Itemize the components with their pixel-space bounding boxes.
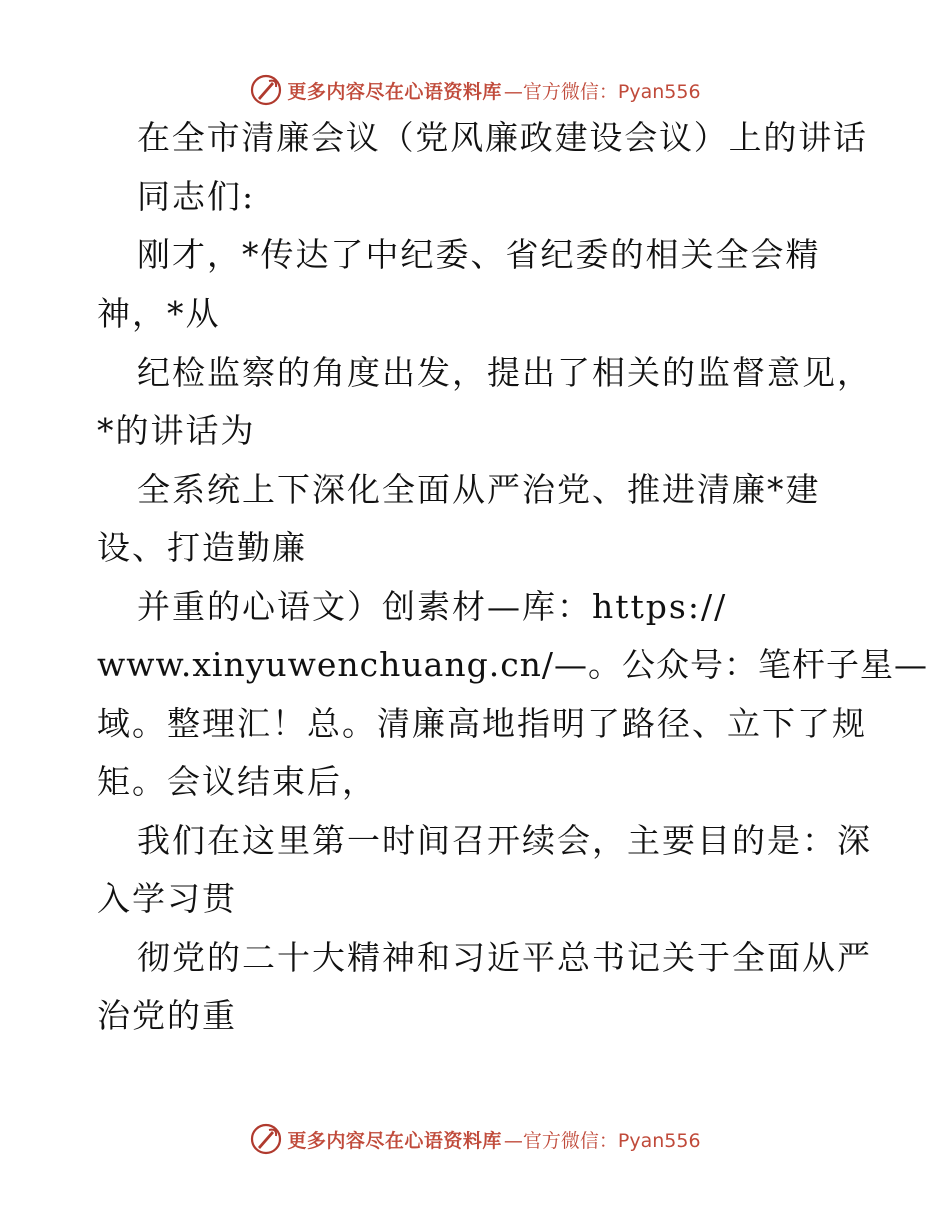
footer-watermark bbox=[0, 1119, 950, 1159]
text-line: 矩。会议结束后， bbox=[97, 762, 377, 801]
text-line: *的讲话为 bbox=[97, 411, 256, 450]
text-line: 刚才，*传达了中纪委、省纪委的相关全会精 bbox=[137, 235, 821, 274]
text-line: 神，*从 bbox=[97, 294, 221, 333]
footer-watermark-contact: —官方微信：Pyan556 bbox=[503, 1129, 701, 1152]
text-line: 入学习贯 bbox=[97, 879, 237, 918]
text-line: 设、打造勤廉 bbox=[97, 528, 307, 567]
text-line: 我们在这里第一时间召开续会，主要目的是：深 bbox=[137, 821, 872, 860]
speech-title: 在全市清廉会议（党风廉政建设会议）上的讲话 bbox=[137, 118, 868, 157]
text-line: 纪检监察的角度出发，提出了相关的监督意见， bbox=[137, 353, 872, 392]
text-line: 彻党的二十大精神和习近平总书记关于全面从严 bbox=[137, 938, 872, 977]
salutation: 同志们: bbox=[137, 177, 256, 216]
quill-logo-icon bbox=[249, 1122, 283, 1156]
quill-logo-icon bbox=[249, 73, 283, 107]
text-line: www.xinyuwenchuang.cn/—。公众号：笔杆子星— bbox=[97, 645, 929, 684]
header-watermark-contact: —官方微信：Pyan556 bbox=[503, 80, 701, 103]
footer-watermark-text: 更多内容尽在心语资料库 bbox=[287, 1129, 502, 1152]
header-watermark bbox=[0, 70, 950, 110]
header-watermark-text: 更多内容尽在心语资料库 bbox=[287, 80, 502, 103]
text-line: 域。整理汇！总。清廉高地指明了路径、立下了规 bbox=[97, 704, 867, 743]
text-line: 并重的心语文）创素材—库：https:// bbox=[137, 587, 728, 626]
text-line: 全系统上下深化全面从严治党、推进清廉*建 bbox=[137, 470, 821, 509]
text-line: 治党的重 bbox=[97, 996, 237, 1035]
